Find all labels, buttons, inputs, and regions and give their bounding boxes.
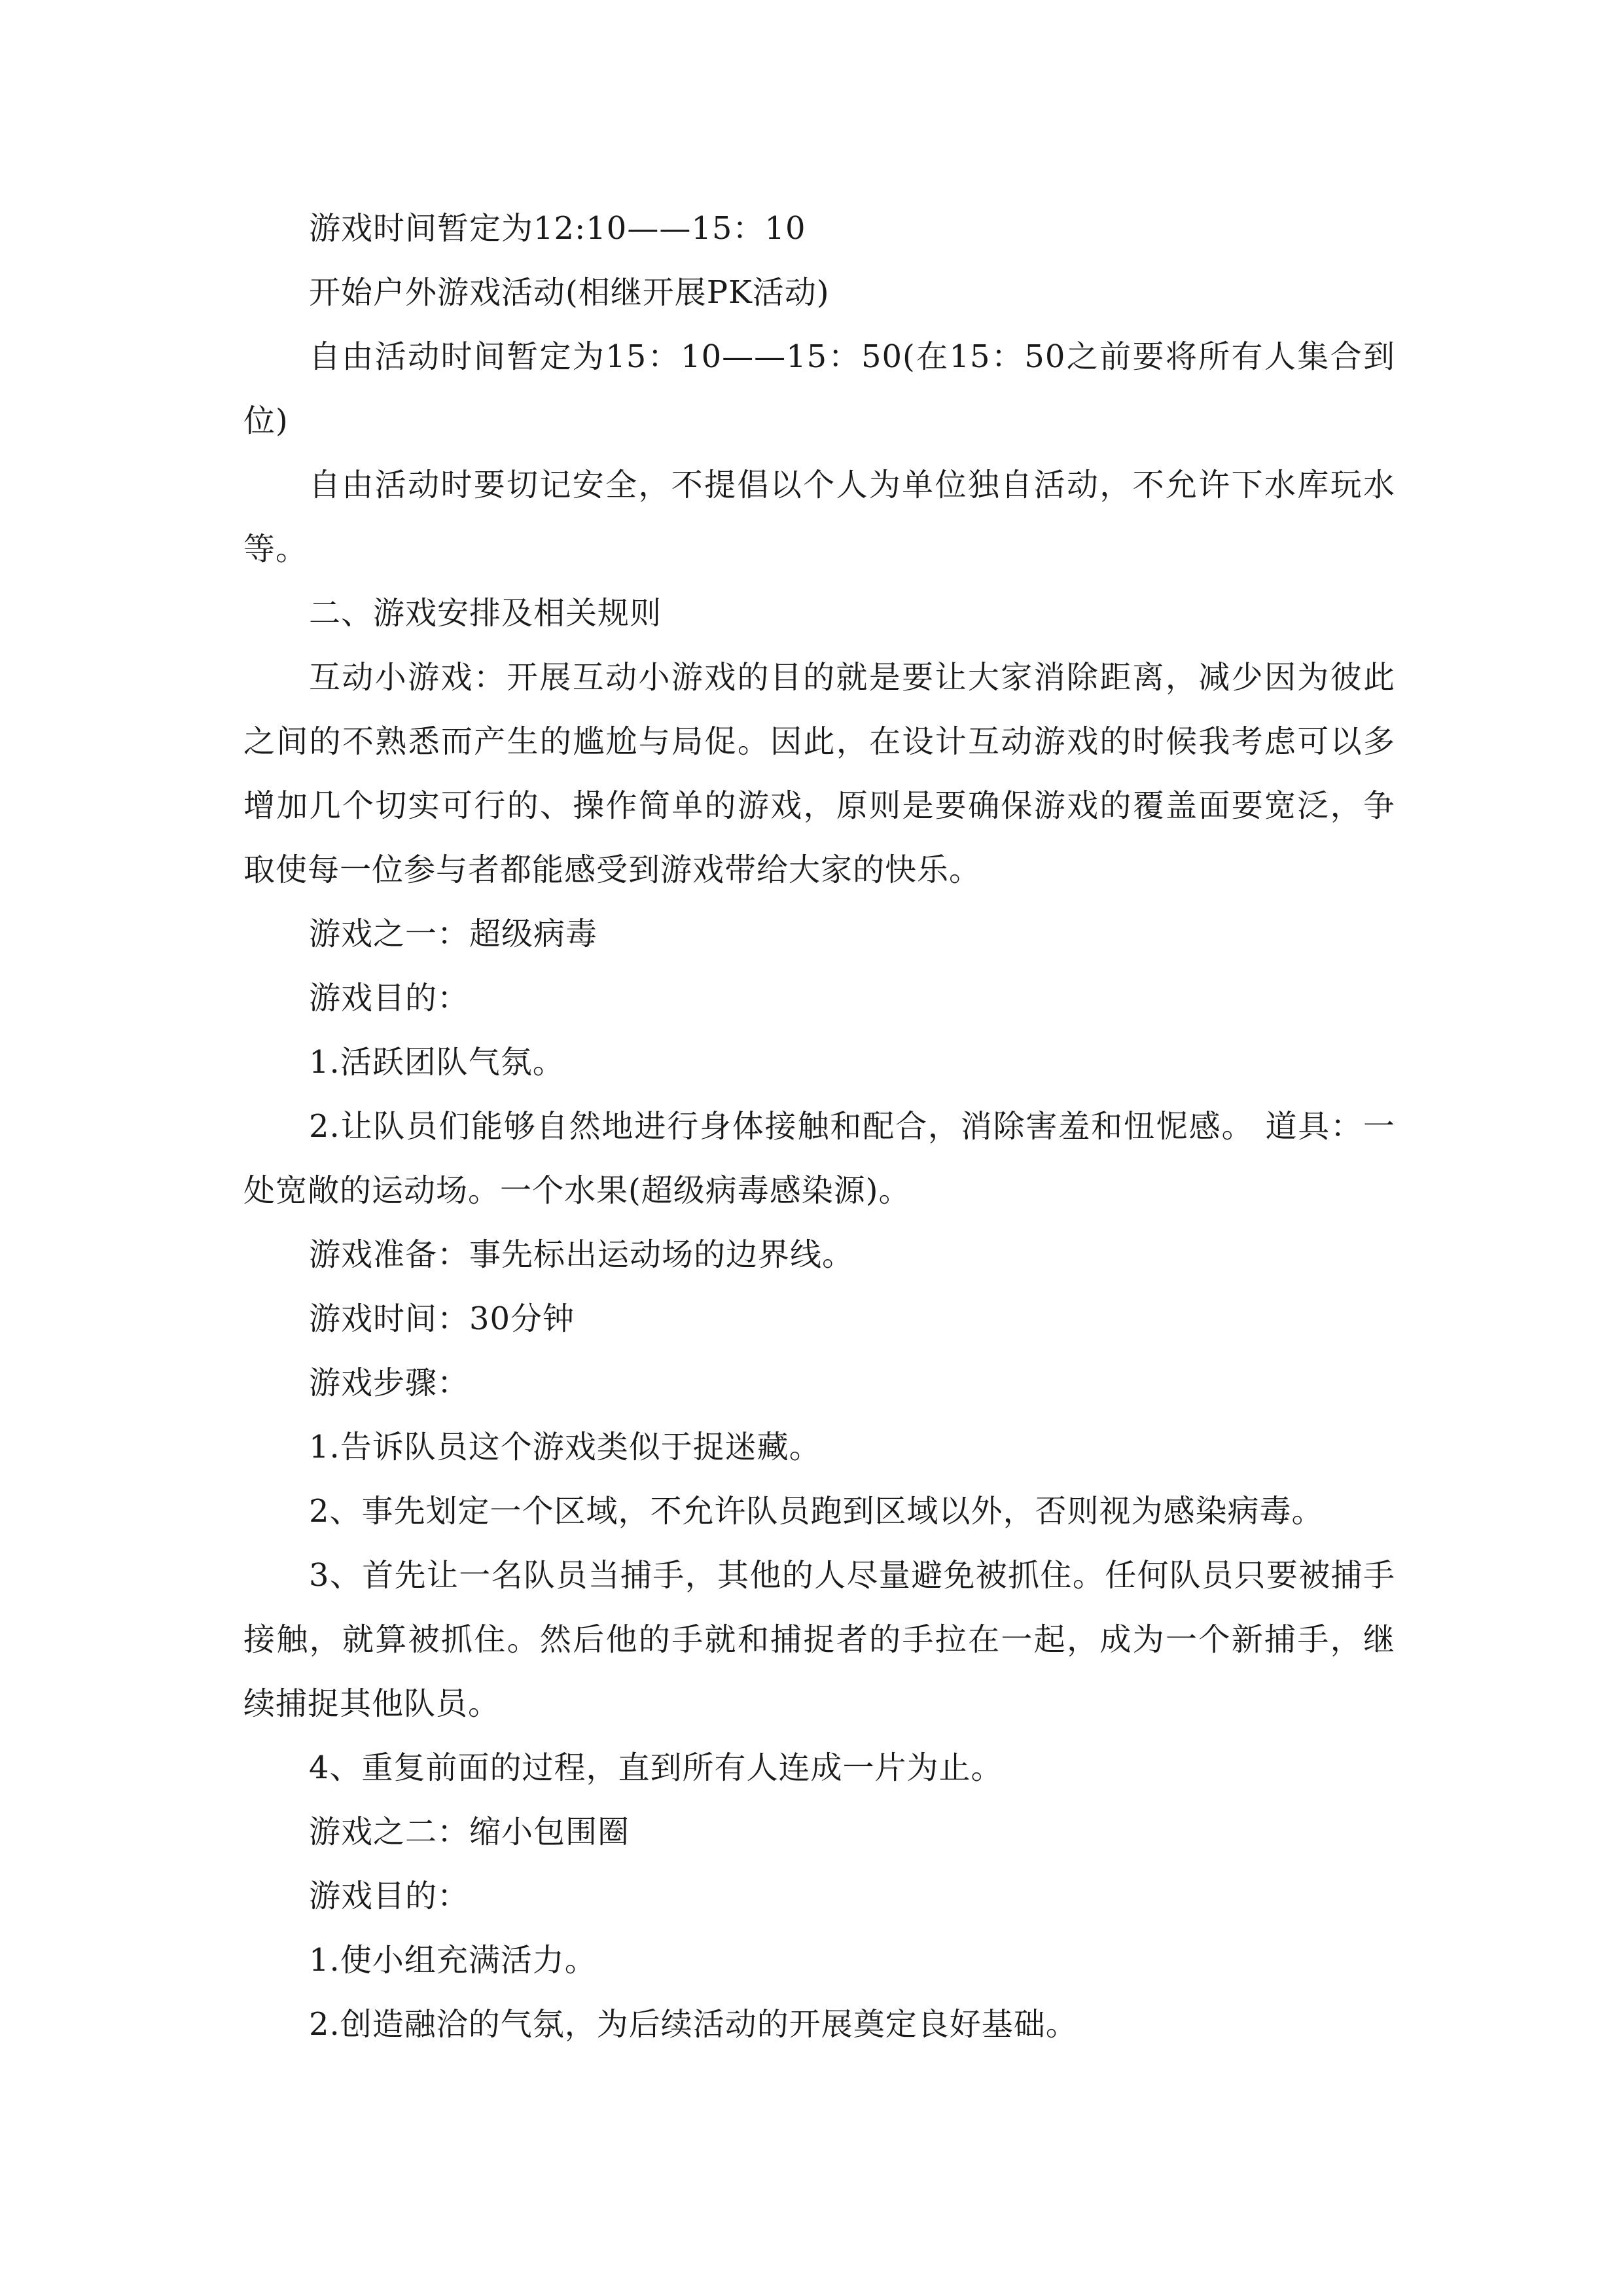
paragraph-outdoor-activity: 开始户外游戏活动(相继开展PK活动) (309, 274, 830, 311)
game-one-purpose-label: 游戏目的： (309, 980, 470, 1016)
game-one-step-4: 4、重复前面的过程，直到所有人连成一片为止。 (309, 1749, 1003, 1786)
section-heading: 二、游戏安排及相关规则 (309, 595, 662, 632)
paragraph-safety: 自由活动时要切记安全，不提倡以个人为单位独自活动，不允许下水库玩水等。 (243, 467, 1395, 567)
game-two-title: 游戏之二：缩小包围圈 (309, 1814, 630, 1850)
game-one-purpose-2: 2.让队员们能够自然地进行身体接触和配合，消除害羞和忸怩感。 道具：一处宽敞的运动场。一个水果(超级病毒感染源)。 (243, 1108, 1395, 1209)
game-two-purpose-label: 游戏目的： (309, 1878, 470, 1914)
game-one-duration: 游戏时间：30分钟 (309, 1300, 575, 1337)
game-one-preparation: 游戏准备：事先标出运动场的边界线。 (309, 1236, 855, 1273)
game-one-steps-label: 游戏步骤： (309, 1365, 470, 1401)
game-two-purpose-1: 1.使小组充满活力。 (309, 1942, 597, 1979)
game-one-title: 游戏之一：超级病毒 (309, 916, 598, 952)
game-one-step-2: 2、事先划定一个区域，不允许队员跑到区域以外，否则视为感染病毒。 (309, 1493, 1324, 1530)
paragraph-free-time: 自由活动时间暂定为15：10——15：50(在15：50之前要将所有人集合到位) (243, 338, 1395, 439)
paragraph-game-time: 游戏时间暂定为12:10——15：10 (309, 210, 806, 247)
game-two-purpose-2: 2.创造融洽的气氛，为后续活动的开展奠定良好基础。 (309, 2006, 1078, 2043)
document-body (243, 196, 1395, 2056)
game-one-step-3: 3、首先让一名队员当捕手，其他的人尽量避免被抓住。任何队员只要被捕手接触，就算被抓住。然后他的手就和捕捉者的手拉在一起，成为一个新捕手，继续捕捉其他队员。 (243, 1557, 1395, 1722)
paragraph-interactive-games: 互动小游戏：开展互动小游戏的目的就是要让大家消除距离，减少因为彼此之间的不熟悉而产生的尴尬与局促。因此，在设计互动游戏的时候我考虑可以多增加几个切实可行的、操作简单的游戏，原则是要确保游戏的覆盖面要宽泛，争取使每一位参与者都能感受到游戏带给大家的快乐。 (243, 659, 1395, 888)
game-one-step-1: 1.告诉队员这个游戏类似于捉迷藏。 (309, 1429, 821, 1465)
game-one-purpose-1: 1.活跃团队气氛。 (309, 1044, 565, 1081)
